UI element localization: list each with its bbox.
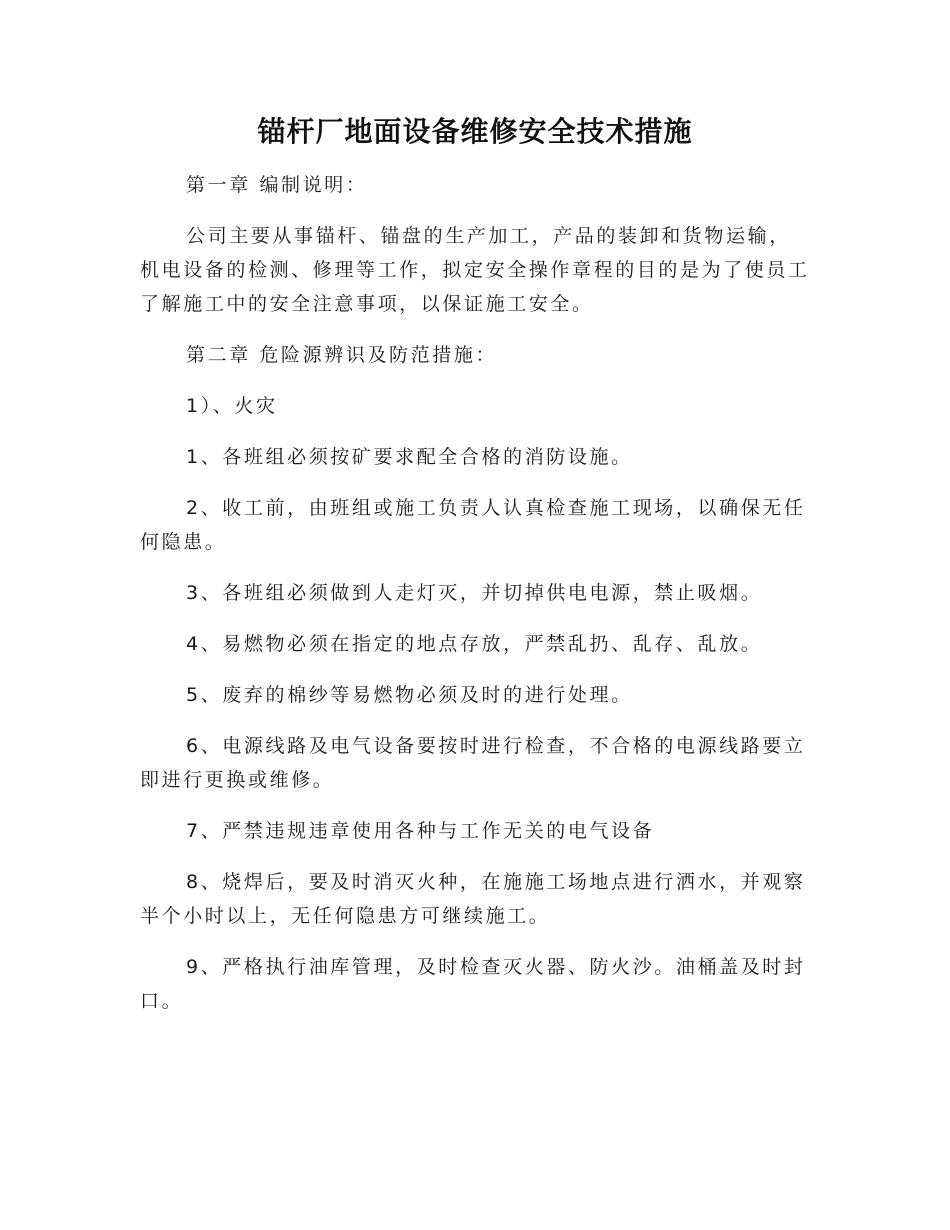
document-title: 锚杆厂地面设备维修安全技术措施 [257, 115, 693, 148]
section-fire-heading: 1）、火灾 [186, 395, 278, 417]
chapter-1-heading: 第一章 编制说明： [186, 174, 368, 196]
list-item: 1、各班组必须按矿要求配全合格的消防设施。 [186, 446, 633, 468]
list-item: 4、易燃物必须在指定的地点存放，严禁乱扔、乱存、乱放。 [186, 633, 763, 655]
chapter-2-heading: 第二章 危险源辨识及防范措施： [186, 344, 498, 366]
list-item: 9、严格执行油库管理，及时检查灭火器、防火沙。油桶盖及时封口。 [140, 956, 806, 1012]
list-item: 7、严禁违规违章使用各种与工作无关的电气设备 [186, 820, 655, 842]
document-body [140, 168, 810, 1035]
paragraph-intro: 公司主要从事锚杆、锚盘的生产加工，产品的装卸和货物运输，机电设备的检测、修理等工作，拟定安全操作章程的目的是为了使员工了解施工中的安全注意事项，以保证施工安全。 [140, 225, 810, 315]
list-item: 5、废弃的棉纱等易燃物必须及时的进行处理。 [186, 684, 633, 706]
list-item: 8、烧焊后，要及时消灭火种，在施施工场地点进行洒水，并观察半个小时以上，无任何隐患方可继续施工。 [140, 871, 806, 927]
list-item: 2、收工前，由班组或施工负责人认真检查施工现场，以确保无任何隐患。 [140, 497, 806, 553]
list-item: 3、各班组必须做到人走灯灭，并切掉供电电源，禁止吸烟。 [186, 582, 763, 604]
list-item: 6、电源线路及电气设备要按时进行检查，不合格的电源线路要立即进行更换或维修。 [140, 735, 806, 791]
